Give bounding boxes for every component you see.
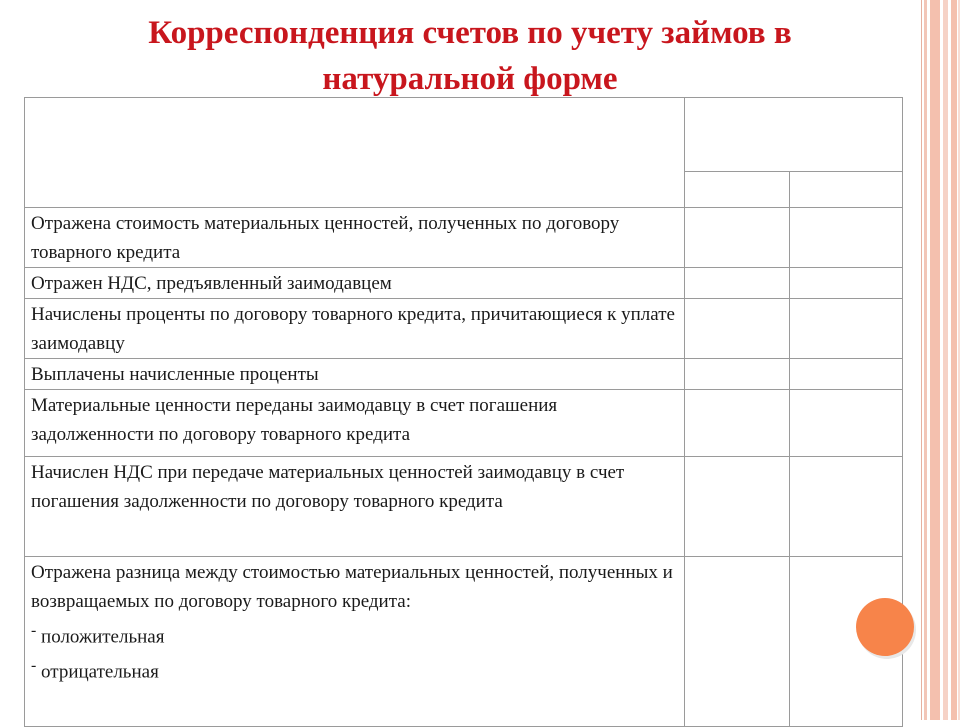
stripe [930,0,940,720]
table-row [25,268,903,299]
debit-cell[interactable] [685,359,790,390]
credit-cell[interactable] [790,268,903,299]
debit-cell[interactable] [685,299,790,359]
debit-cell[interactable] [685,390,790,457]
header-cell-accounts [685,98,903,172]
debit-cell[interactable] [685,268,790,299]
row-description: Начислены проценты по договору товарного кредита, причитающиеся к уплате заимодавцу [25,299,685,359]
header-cell-operation [25,98,685,208]
table-row [25,359,903,390]
stripe [951,0,957,720]
row-description: Выплачены начисленные проценты [25,359,685,390]
slide-title: Корреспонденция счетов по учету займов в натуральной форме [148,15,792,97]
credit-cell[interactable] [790,390,903,457]
credit-cell[interactable] [790,457,903,557]
debit-cell[interactable] [685,557,790,727]
row-description-text: Отражена разница между стоимостью материальных ценностей, полученных и возвращаемых по договору товарного кредита: [31,562,673,612]
list-item: - отрицательная [31,657,159,683]
table-header-row [25,98,903,172]
header-cell-credit [790,172,903,208]
debit-cell[interactable] [685,457,790,557]
accounts-table [24,97,903,727]
table-row [25,457,903,557]
debit-cell[interactable] [685,208,790,268]
row-description: Отражен НДС, предъявленный заимодавцем [25,268,685,299]
credit-cell[interactable] [790,359,903,390]
stripe [921,0,922,720]
header-cell-debit [685,172,790,208]
stripe [924,0,927,720]
list-item-label: отрицательная [41,661,159,683]
row-description: Материальные ценности переданы заимодавцу в счет погашения задолженности по договору товарного кредита [25,390,685,457]
credit-cell[interactable] [790,299,903,359]
credit-cell[interactable] [790,208,903,268]
decorative-circle-icon [856,598,914,656]
stripe [943,0,948,720]
table-row [25,557,903,727]
row-description: Начислен НДС при передаче материальных ценностей заимодавцу в счет погашения задолженности по договору товарного кредита [25,457,685,557]
row-description [25,557,685,727]
row-description: Отражена стоимость материальных ценностей, полученных по договору товарного кредита [25,208,685,268]
list-item: - положительная [31,622,165,648]
table-row [25,299,903,359]
decorative-stripes [916,0,960,720]
table-row [25,208,903,268]
list-item-label: положительная [41,626,165,648]
table-row [25,390,903,457]
